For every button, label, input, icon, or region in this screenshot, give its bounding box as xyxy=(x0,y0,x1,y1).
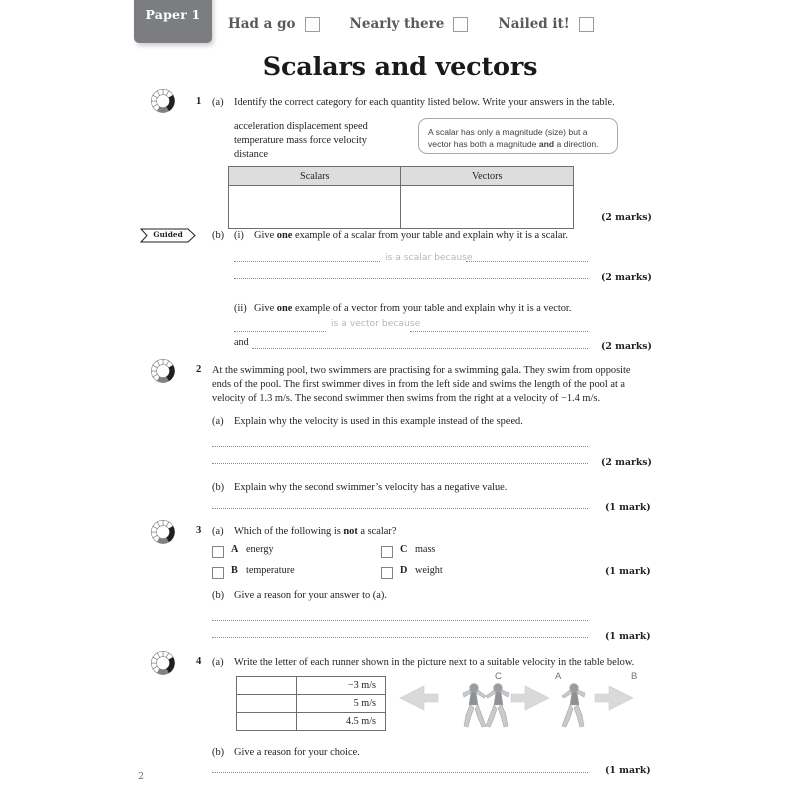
marks-q1b-i: (2 marks) xyxy=(601,272,652,283)
question-4-number: 4 xyxy=(196,656,202,667)
arrow-right-icon xyxy=(511,686,549,710)
table-header-row xyxy=(229,167,574,186)
progress-label-had-a-go: Had a go xyxy=(228,16,296,32)
hint-text-part-2: a direction. xyxy=(554,139,599,150)
paper-tab-label: Paper 1 xyxy=(145,7,201,22)
option-b-label: temperature xyxy=(246,565,295,576)
q1bii-post: example of a vector from your table and explain why it is a vector. xyxy=(292,303,572,314)
table-row xyxy=(237,713,386,731)
answer-line-q2b-1[interactable] xyxy=(212,508,588,509)
answer-line-q1bii-1b[interactable] xyxy=(410,331,588,332)
answer-line-q3b-2[interactable] xyxy=(212,637,588,638)
quantities-line-3: distance xyxy=(234,149,269,160)
q1bi-post: example of a scalar from your table and explain why it is a scalar. xyxy=(292,230,568,241)
velocity-value-3: 4.5 m/s xyxy=(296,713,385,731)
progress-dial-icon xyxy=(150,358,176,384)
guided-badge-label: Guided xyxy=(153,230,183,240)
question-2-text-line-1: At the swimming pool, two swimmers are practising for a swimming gala. They swim from opposite xyxy=(212,365,631,376)
scalars-vectors-table xyxy=(228,166,574,229)
table-header-scalars: Scalars xyxy=(229,167,401,186)
progress-dial-icon xyxy=(150,650,176,676)
option-c-label: mass xyxy=(415,544,436,555)
question-3a-text xyxy=(234,525,396,539)
checkbox-nailed-it[interactable] xyxy=(579,17,594,32)
checkbox-option-a[interactable] xyxy=(212,546,224,558)
option-a-letter: A xyxy=(231,544,239,555)
table-row xyxy=(237,695,386,713)
velocity-value-2: 5 m/s xyxy=(296,695,385,713)
quantities-line-2: temperature mass force velocity xyxy=(234,135,367,146)
question-4a-label: (a) xyxy=(212,657,224,668)
runners-illustration xyxy=(394,672,644,734)
checkbox-option-b[interactable] xyxy=(212,567,224,579)
q1bii-bold: one xyxy=(276,303,293,314)
q1bii-pre: Give xyxy=(254,303,277,314)
marks-q2b: (1 mark) xyxy=(605,502,651,513)
paper-tab xyxy=(134,0,212,43)
runner-label-c: C xyxy=(495,671,502,682)
hint-box-scalar-vector xyxy=(418,118,618,154)
marks-q2a: (2 marks) xyxy=(601,457,652,468)
question-2b-label: (b) xyxy=(212,482,225,493)
question-2b-text: Explain why the second swimmer’s velocity has a negative value. xyxy=(234,482,508,493)
guided-prefill-and: and xyxy=(234,337,249,348)
question-2a-text: Explain why the velocity is used in this example instead of the speed. xyxy=(234,416,523,427)
question-1b-label: (b) xyxy=(212,230,225,241)
q3a-pre: Which of the following is xyxy=(234,526,344,537)
checkbox-nearly-there[interactable] xyxy=(453,17,468,32)
question-2a-label: (a) xyxy=(212,416,224,427)
question-2-text-line-3: velocity of 1.3 m/s. The second swimmer then swims from the right at a velocity of −1.4 m/s. xyxy=(212,393,601,404)
marks-q1b-ii: (2 marks) xyxy=(601,341,652,352)
question-3a-label: (a) xyxy=(212,526,224,537)
progress-tickboxes xyxy=(228,16,594,32)
question-1b-i-text xyxy=(254,229,654,243)
marks-q3a: (1 mark) xyxy=(605,566,651,577)
question-4a-text: Write the letter of each runner shown in the picture next to a suitable velocity in the table below. xyxy=(234,657,635,668)
option-c-letter: C xyxy=(400,544,408,555)
option-d-letter: D xyxy=(400,565,408,576)
runner-label-b: B xyxy=(631,671,638,682)
checkbox-option-c[interactable] xyxy=(381,546,393,558)
velocity-letter-cell-3[interactable] xyxy=(237,713,297,731)
progress-label-nearly-there: Nearly there xyxy=(349,16,445,32)
progress-dial-icon xyxy=(150,519,176,545)
question-3-number: 3 xyxy=(196,525,202,536)
page-number: 2 xyxy=(138,771,145,782)
arrow-left-icon xyxy=(400,686,438,710)
question-3b-text: Give a reason for your answer to (a). xyxy=(234,590,387,601)
marks-q4b: (1 mark) xyxy=(605,765,651,776)
answer-line-q2a-2[interactable] xyxy=(212,463,588,464)
arrow-right-icon xyxy=(595,686,633,710)
answer-line-q1bii-1a[interactable] xyxy=(234,331,326,332)
question-4b-text: Give a reason for your choice. xyxy=(234,747,360,758)
velocity-letter-cell-1[interactable] xyxy=(237,677,297,695)
hint-box-text xyxy=(428,126,608,151)
q3a-bold: not xyxy=(343,526,358,537)
table-row xyxy=(229,186,574,229)
runner-figure-icon xyxy=(486,684,509,727)
marks-q1a: (2 marks) xyxy=(601,212,652,223)
answer-line-q4b-1[interactable] xyxy=(212,772,588,773)
velocity-table xyxy=(236,676,386,731)
q1bi-bold: one xyxy=(276,230,293,241)
table-header-vectors: Vectors xyxy=(401,167,574,186)
table-cell-vectors-answer[interactable] xyxy=(401,186,574,229)
page-title: Scalars and vectors xyxy=(262,52,538,82)
question-1b-ii-label: (ii) xyxy=(234,303,247,314)
velocity-letter-cell-2[interactable] xyxy=(237,695,297,713)
option-b-letter: B xyxy=(231,565,238,576)
checkbox-option-d[interactable] xyxy=(381,567,393,579)
table-cell-scalars-answer[interactable] xyxy=(229,186,401,229)
progress-label-nailed-it: Nailed it! xyxy=(498,16,570,32)
hint-text-part-1: A scalar has only a magnitude (size) but a vector has both a magnitude xyxy=(428,127,588,150)
answer-line-q3b-1[interactable] xyxy=(212,620,588,621)
q3a-post: a scalar? xyxy=(357,526,397,537)
marks-q3b: (1 mark) xyxy=(605,631,651,642)
runner-figure-icon xyxy=(562,684,585,727)
guided-arrow-badge xyxy=(140,228,196,243)
answer-line-q1bi-1b[interactable] xyxy=(466,261,588,262)
question-1a-label: (a) xyxy=(212,97,224,108)
runner-figure-icon xyxy=(463,684,486,727)
question-2-text-line-2: ends of the pool. The first swimmer dives in from the left side and swims the length of the pool at a xyxy=(212,379,626,390)
option-d-label: weight xyxy=(415,565,443,576)
runner-label-a: A xyxy=(555,671,562,682)
q1bi-pre: Give xyxy=(254,230,277,241)
checkbox-had-a-go[interactable] xyxy=(305,17,320,32)
guided-prefill-vector: is a vector because xyxy=(331,318,421,329)
velocity-value-1: −3 m/s xyxy=(296,677,385,695)
answer-line-q2a-1[interactable] xyxy=(212,446,588,447)
question-1-number: 1 xyxy=(196,96,202,107)
hint-text-bold: and xyxy=(538,139,555,150)
question-1b-i-label: (i) xyxy=(234,230,244,241)
question-2-number: 2 xyxy=(196,364,202,375)
question-4b-label: (b) xyxy=(212,747,225,758)
question-1b-ii-text xyxy=(254,302,654,316)
quantities-line-1: acceleration displacement speed xyxy=(234,121,368,132)
table-row xyxy=(237,677,386,695)
answer-line-q1bi-2[interactable] xyxy=(234,278,588,279)
answer-line-q1bi-1a[interactable] xyxy=(234,261,380,262)
option-a-label: energy xyxy=(246,544,274,555)
progress-dial-icon xyxy=(150,88,176,114)
guided-prefill-scalar: is a scalar because xyxy=(385,252,473,263)
question-1a-text: Identify the correct category for each quantity listed below. Write your answers in the table. xyxy=(234,97,615,108)
question-3b-label: (b) xyxy=(212,590,225,601)
answer-line-q1bii-2[interactable] xyxy=(252,348,588,349)
